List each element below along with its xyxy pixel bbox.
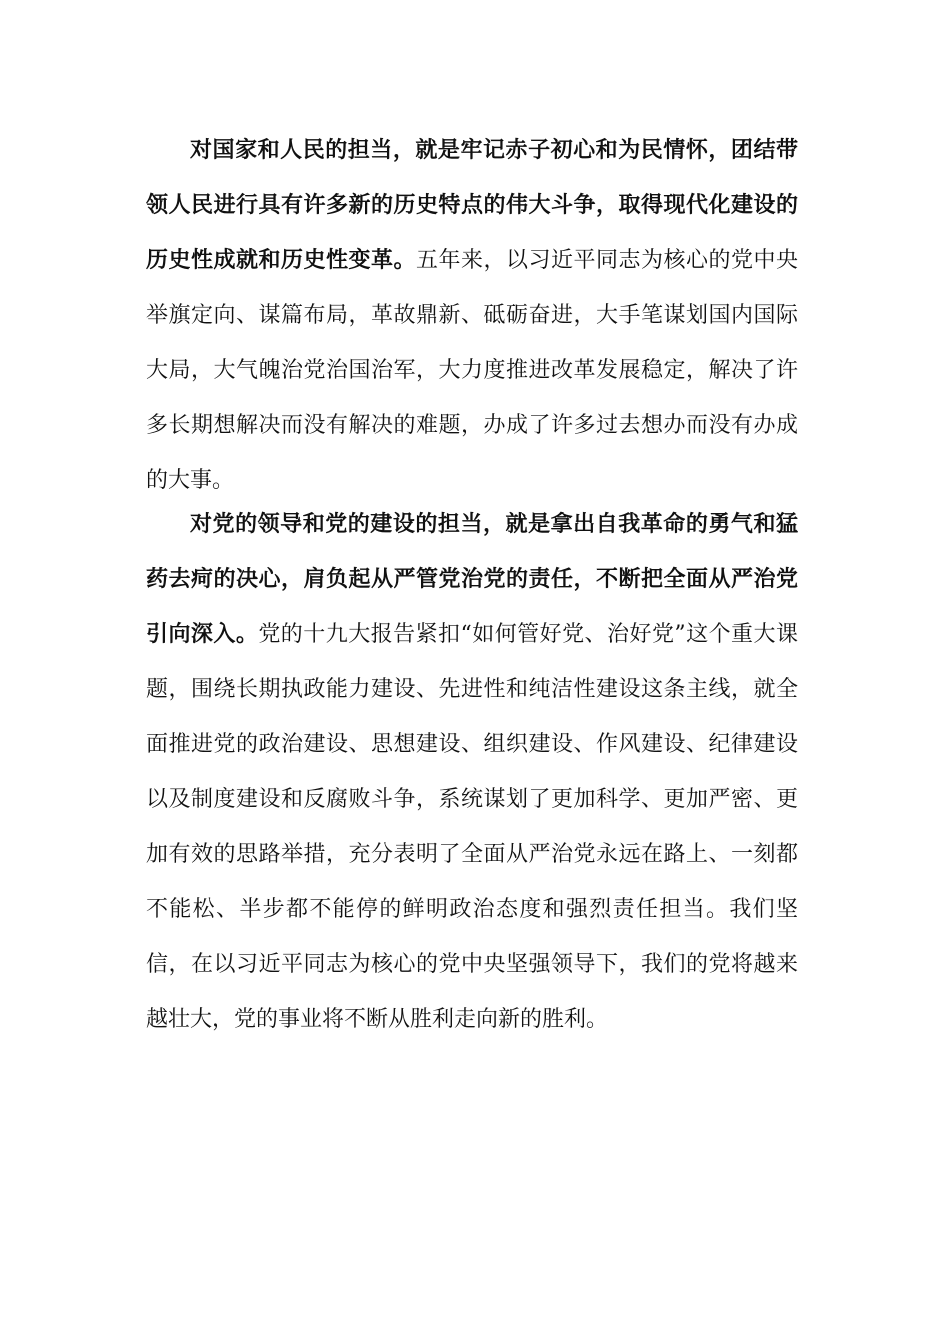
paragraph-1 (146, 123, 798, 508)
paragraph-2-lead: 对党的领导和党的建设的担当，就是拿出自我革命的勇气和猛药去疴的决心，肩负起从严管党治党的责任，不断把全面从严治党引向深入。 (146, 512, 798, 647)
paragraph-2-body: 党的十九大报告紧扣“如何管好党、治好党”这个重大课题，围绕长期执政能力建设、先进性和纯洁性建设这条主线，就全面推进党的政治建设、思想建设、组织建设、作风建设、纪律建设以及制度建设和反腐败斗争，系统谋划了更加科学、更加严密、更加有效的思路举措，充分表明了全面从严治党永远在路上、一刻都不能松、半步都不能停的鲜明政治态度和强烈责任担当。我们坚信，在以习近平同志为核心的党中央坚强领导下，我们的党将越来越壮大，党的事业将不断从胜利走向新的胜利。 (146, 622, 798, 1032)
paragraph-1-body: 五年来，以习近平同志为核心的党中央举旗定向、谋篇布局，革故鼎新、砥砺奋进，大手笔谋划国内国际大局，大气魄治党治国治军，大力度推进改革发展稳定，解决了许多长期想解决而没有解决的难题，办成了许多过去想办而没有办成的大事。 (146, 248, 798, 493)
paragraph-1-lead: 对国家和人民的担当，就是牢记赤子初心和为民情怀，团结带领人民进行具有许多新的历史特点的伟大斗争，取得现代化建设的历史性成就和历史性变革。 (146, 138, 798, 273)
paragraph-2 (146, 497, 798, 1047)
